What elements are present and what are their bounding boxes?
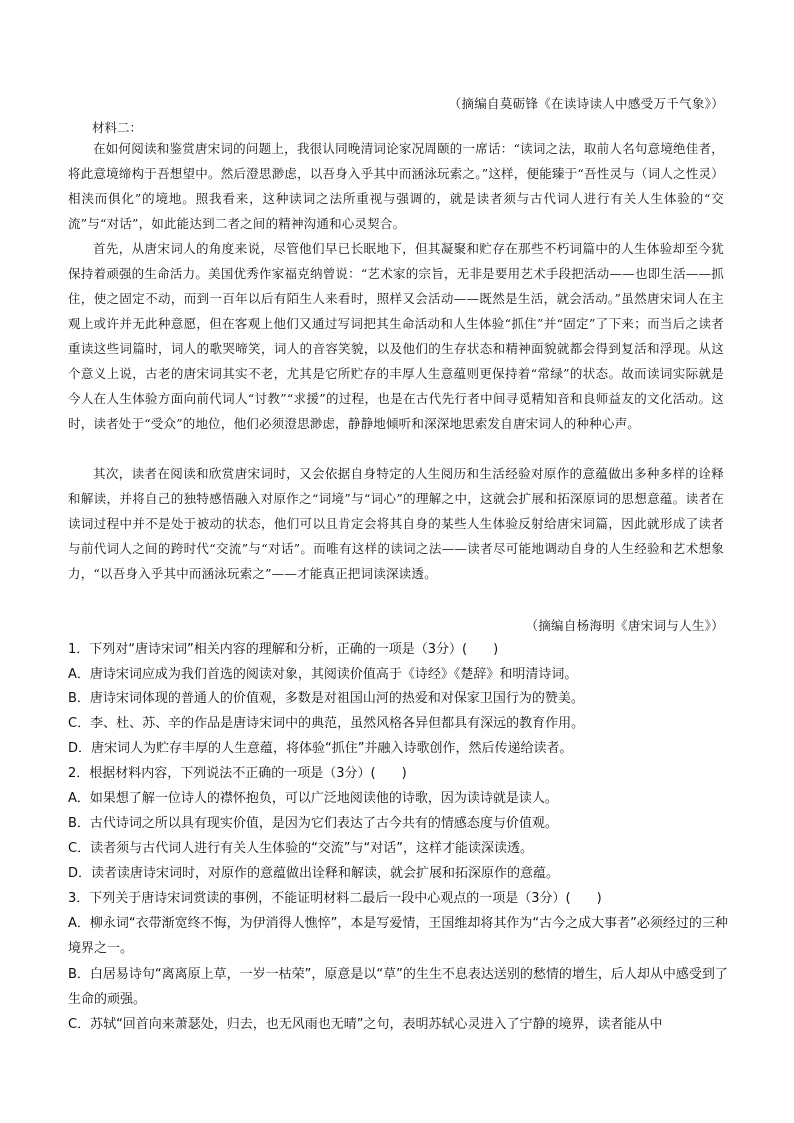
- material-2-title: 材料二：: [92, 120, 143, 135]
- question-2-option-d: D．读者读唐诗宋词时，对原作的意蕴做出诠释和解读，就会扩展和拓深原作的意蕴。: [68, 866, 560, 881]
- question-2-option-b: B．古代诗词之所以具有现实价值，是因为它们表达了古今共有的情感态度与价值观。: [68, 816, 558, 831]
- question-2-stem: 2．根据材料内容，下列说法不正确的一项是（3分）( ): [68, 766, 407, 781]
- question-1-option-b: B．唐诗宋词体现的普通人的价值观，多数是对祖国山河的热爱和对保家卫国行为的赞美。: [68, 691, 584, 706]
- paragraph-3: 其次，读者在阅读和欣赏唐宋词时，又会依据自身特定的人生阅历和生活经验对原作的意蕴做出多种多样的诠释和解读，并将自己的独特感悟融入对原作之“词境”与“词心”的理解之中，这就会扩展和拓深原词的思想意蕴。读者在读词过程中并不是处于被动的状态，他们可以且肯定会将其自身的某些人生体验反射给唐宋词篇，因此就形成了读者与前代词人之间的跨时代“交流”与“对话”。而唯有这样的读词之法——读者尽可能地调动自身的人生经验和艺术想象力，“以吾身入乎其中而涵泳玩索之”——才能真正把词读深读透。: [68, 466, 724, 581]
- paragraph-2: 首先，从唐宋词人的角度来说，尽管他们早已长眠地下，但其凝聚和贮存在那些不朽词篇中的人生体验却至今犹保持着顽强的生命活力。美国优秀作家福克纳曾说：“艺术家的宗旨，无非是要用艺术手段把活动——也即生活——抓住，使之固定不动，而到一百年以后有陌生人来看时，照样又会活动——既然是生活，就会活动。”虽然唐宋词人在主观上或许并无此种意愿，但在客观上他们又通过写词把其生命活动和人生体验“抓住”并“固定”了下来；而当后之读者重读这些词篇时，词人的歌哭啼笑，词人的音容笑貌，以及他们的生存状态和精神面貌就都会得到复活和浮现。从这个意义上说，古老的唐宋词其实不老，尤其是它所贮存的丰厚人生意蕴则更保持着“常绿”的状态。故而读词实际就是今人在人生体验方面向前代词人“讨教”“求援”的过程，也是在古代先行者中间寻觅精知音和良师益友的文化活动。这时，读者处于“受众”的地位，他们必须澄思渺虑，静静地倾听和深深地思索发自唐宋词人的种种心声。: [68, 241, 724, 431]
- question-3-stem: 3．下列关于唐诗宋词赏读的事例，不能证明材料二最后一段中心观点的一项是（3分）( ): [68, 891, 602, 906]
- question-3-option-b: B．白居易诗句“离离原上草，一岁一枯荣”，原意是以“草”的生生不息表达送别的愁情的增生，后人却从中感受到了生命的顽强。: [68, 967, 728, 1007]
- question-3-option-c: C．苏轼“回首向来萧瑟处，归去，也无风雨也无晴”之句，表明苏轼心灵进入了宁静的境界，读者能从中: [68, 1017, 663, 1032]
- question-1-option-a: A．唐诗宋词应成为我们首选的阅读对象，其阅读价值高于《诗经》《楚辞》和明清诗词。: [68, 667, 578, 682]
- source-citation-1: （摘编自莫砺锋《在读诗读人中感受万千气象》）: [448, 96, 724, 111]
- question-3-option-a: A．柳永词“衣带渐宽终不悔，为伊消得人憔悴”，本是写爱情，王国维却将其作为“古今之成大事者”必须经过的三种境界之一。: [68, 916, 728, 956]
- question-1-option-c: C．李、杜、苏、辛的作品是唐诗宋词中的典范，虽然风格各异但都具有深远的教育作用。: [68, 716, 585, 731]
- question-2-option-a: A．如果想了解一位诗人的襟怀抱负，可以广泛地阅读他的诗歌，因为读诗就是读人。: [68, 791, 558, 806]
- question-1-stem: 1．下列对“唐诗宋词”相关内容的理解和分析，正确的一项是（3分）( ): [68, 642, 499, 657]
- paragraph-1: 在如何阅读和鉴赏唐宋词的问题上，我很认同晚清词论家况周颐的一席话：“读词之法，取前人名句意境绝佳者，将此意境缔构于吾想望中。然后澄思渺虑，以吾身入乎其中而涵泳玩索之。”这样，便能臻于“吾性灵与（词人之性灵）相浃而俱化”的境地。照我看来，这种读词之法所重视与强调的，就是读者须与古代词人进行有关人生体验的“交流”与“对话”，如此能达到二者之间的精神沟通和心灵契合。: [68, 141, 724, 231]
- question-1-option-d: D．唐宋词人为贮存丰厚的人生意蕴，将体验“抓住”并融入诗歌创作，然后传递给读者。: [68, 741, 573, 756]
- question-2-option-c: C．读者须与古代词人进行有关人生体验的“交流”与“对话”，这样才能读深读透。: [68, 841, 534, 856]
- source-citation-2: （摘编自杨海明《唐宋词与人生》）: [525, 618, 724, 633]
